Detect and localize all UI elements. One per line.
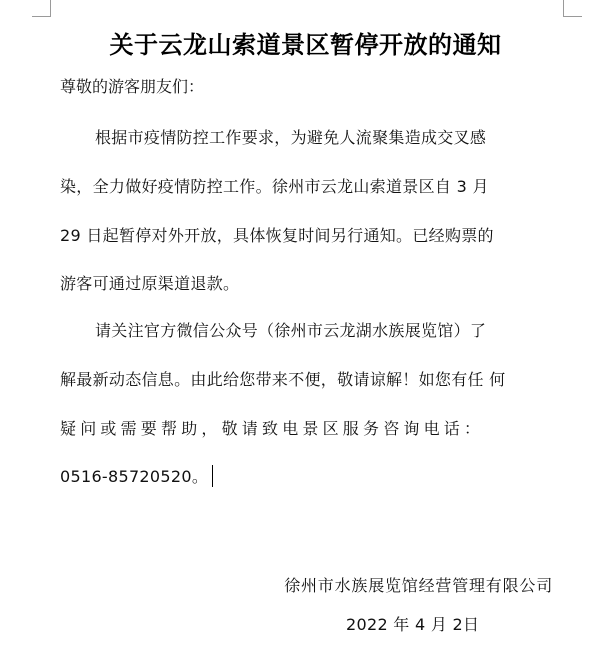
crop-mark-top-left [32, 0, 51, 17]
phone-number-text: 0516-85720520。 [60, 467, 209, 486]
paragraph-1-line-1: 根据市疫情防控工作要求，为避免人流聚集造成交叉感 [95, 128, 487, 147]
greeting-line: 尊敬的游客朋友们： [60, 77, 205, 96]
paragraph-1-line-2: 染，全力做好疫情防控工作。徐州市云龙山索道景区自 3 月 [60, 177, 489, 196]
text-cursor [212, 465, 213, 487]
crop-mark-top-right [563, 0, 582, 17]
notice-title: 关于云龙山索道景区暂停开放的通知 [109, 30, 502, 59]
paragraph-1-line-4: 游客可通过原渠道退款。 [60, 274, 240, 293]
signature-organization: 徐州市水族展览馆经营管理有限公司 [284, 576, 553, 595]
paragraph-2-line-4 [60, 465, 213, 489]
paragraph-2-line-1: 请关注官方微信公众号（徐州市云龙湖水族展览馆）了 [95, 321, 487, 340]
paragraph-1-line-3: 29 日起暂停对外开放，具体恢复时间另行通知。已经购票的 [60, 226, 494, 245]
paragraph-2-line-3: 疑问或需要帮助，敬请致电景区服务咨询电话： [60, 419, 485, 438]
paragraph-2-line-2: 解最新动态信息。由此给您带来不便，敬请谅解！如您有任 何 [60, 370, 506, 389]
signature-date: 2022 年 4 月 2日 [346, 615, 480, 634]
